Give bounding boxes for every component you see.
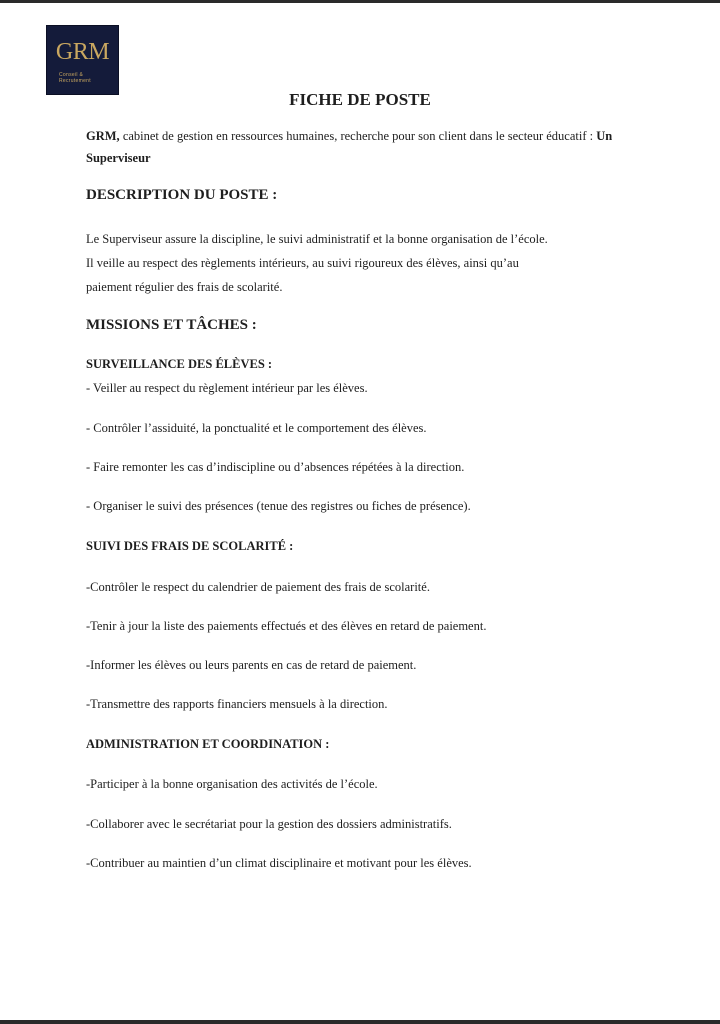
section-heading-administration: ADMINISTRATION ET COORDINATION : <box>86 737 330 751</box>
list-item: -Participer à la bonne organisation des activités de l’école. <box>86 777 378 791</box>
missions-heading: MISSIONS ET TÂCHES : <box>86 317 257 333</box>
list-item: - Faire remonter les cas d’indiscipline ou d’absences répétées à la direction. <box>86 460 465 474</box>
list-item: -Contrôler le respect du calendrier de paiement des frais de scolarité. <box>86 580 430 594</box>
list-item: -Tenir à jour la liste des paiements effectués et des élèves en retard de paiement. <box>86 619 487 633</box>
bottom-border <box>0 1020 720 1024</box>
description-heading: DESCRIPTION DU POSTE : <box>86 187 278 203</box>
section-heading-surveillance: SURVEILLANCE DES ÉLÈVES : <box>86 357 273 371</box>
description-line: paiement régulier des frais de scolarité. <box>86 280 283 294</box>
list-item: - Veiller au respect du règlement intérieur par les élèves. <box>86 381 368 395</box>
list-item: -Collaborer avec le secrétariat pour la gestion des dossiers administratifs. <box>86 817 452 831</box>
list-item: - Contrôler l’assiduité, la ponctualité et le comportement des élèves. <box>86 421 427 435</box>
intro-paragraph <box>86 125 646 169</box>
list-item: -Contribuer au maintien d’un climat disciplinaire et motivant pour les élèves. <box>86 856 472 870</box>
list-item: - Organiser le suivi des présences (tenue des registres ou fiches de présence). <box>86 499 471 513</box>
description-line: Le Superviseur assure la discipline, le suivi administratif et la bonne organisation de l’école. <box>86 232 548 246</box>
description-line: Il veille au respect des règlements intérieurs, au suivi rigoureux des élèves, ainsi qu’au <box>86 256 519 270</box>
logo-mark: GRM <box>55 39 110 65</box>
logo-tagline: Conseil & Recrutement <box>59 72 91 84</box>
grm-logo <box>46 25 119 95</box>
company-name: GRM, <box>86 129 120 143</box>
top-border <box>0 0 720 3</box>
section-heading-frais: SUIVI DES FRAIS DE SCOLARITÉ : <box>86 539 294 553</box>
intro-text: cabinet de gestion en ressources humaines, recherche pour son client dans le secteur éducatif : <box>119 129 597 143</box>
description-paragraph <box>86 227 646 299</box>
list-item: -Transmettre des rapports financiers mensuels à la direction. <box>86 697 388 711</box>
page-title: FICHE DE POSTE <box>289 90 431 109</box>
list-item: -Informer les élèves ou leurs parents en cas de retard de paiement. <box>86 658 417 672</box>
position-title: Un Superviseur <box>86 129 613 165</box>
